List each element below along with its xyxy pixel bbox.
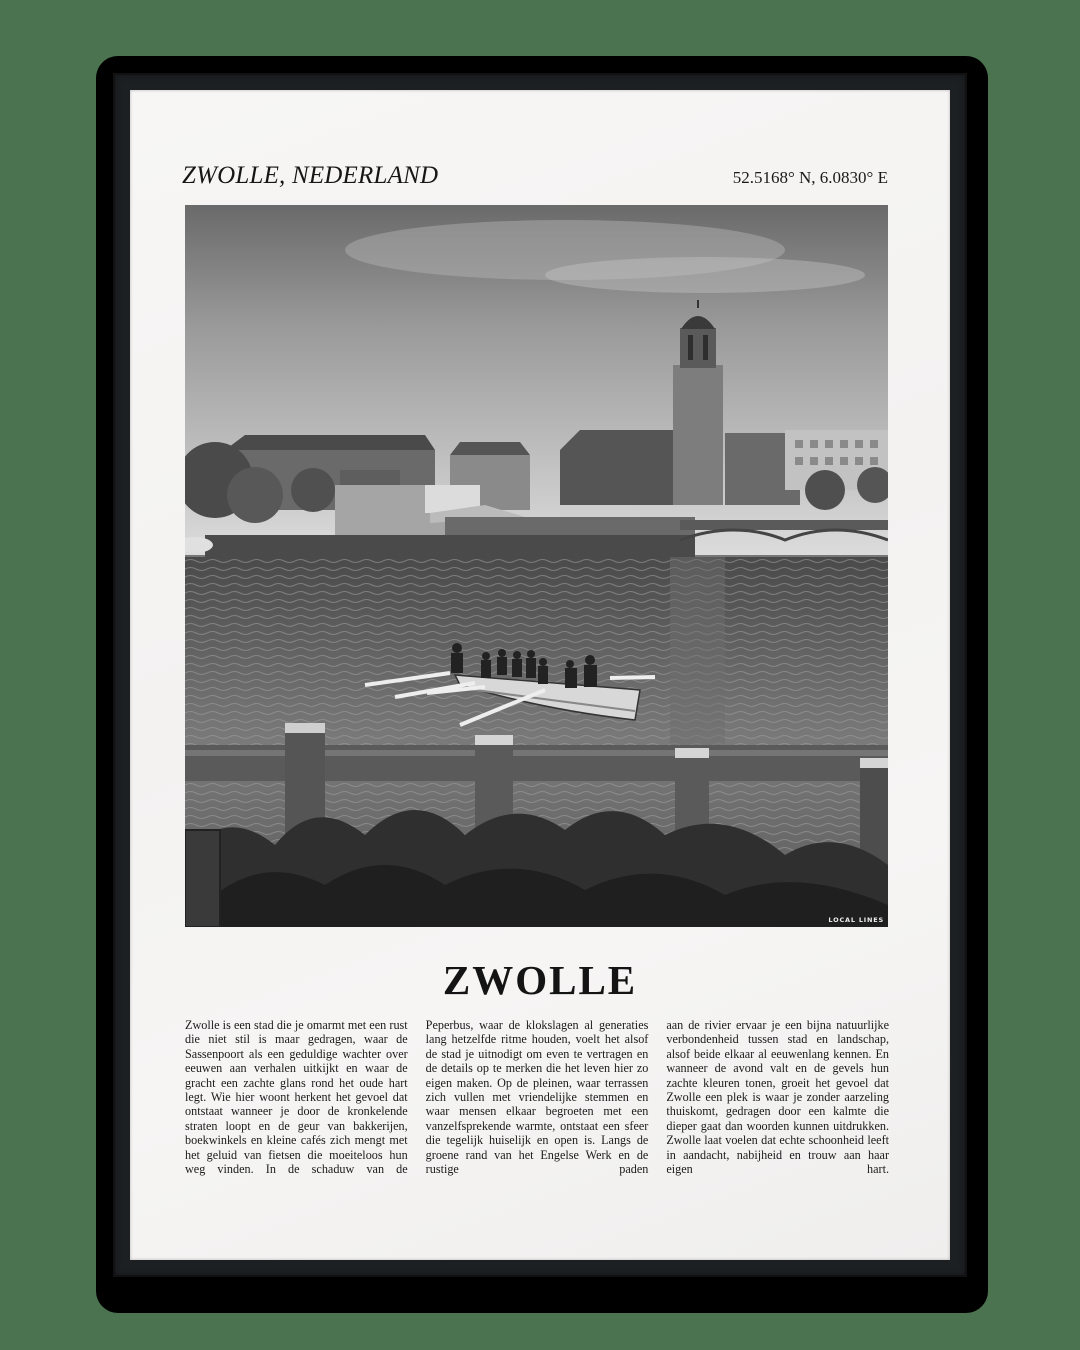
coordinates: 52.5168° N, 6.0830° E <box>732 168 888 187</box>
poster-paper <box>130 90 950 1260</box>
paragraph: aan de rivier ervaar je een bijna natuurlijke verbondenheid tussen stad en landschap, alsof beide elkaar al eeuwenlang kennen. En wanneer de avond valt en de gevels hun zachte kleuren tonen, groeit het gevoel dat Zwolle een plek is waar je zonder aarzeling thuiskomt, gedragen door een kalmte die dieper gaat dan woorden kunnen uitdrukken. Zwolle laat voelen dat echte schoonheid leeft in aandacht, nabijheid en trouw aan haar eigen hart. <box>666 1018 890 1177</box>
paragraph: Zwolle is een stad die je omarmt met een rust die niet stil is maar gedragen, waar de Sassenpoort als een geduldige wachter over eeuwen aan verhalen uitkijkt en waar de gracht een zachte glans rond het oude hart legt. Wie hier woont herkent het gevoel dat ontstaat wanneer je door de kronkelende straten loopt en de geur van bakkerijen, boekwinkels en kleine cafés zich mengt met het geluid van fietsen die moeiteloos hun weg vinden. In de schaduw van de <box>185 1018 408 1177</box>
paragraph: Peperbus, waar de klokslagen al generaties lang hetzelfde ritme houden, voelt het alsof de stad je uitnodigt om even te vertragen en de details op te merken die het leven hier zo eigen maken. Op de pleinen, waar terrassen zich vullen met vriendelijke stemmen en waar mensen elkaar begroeten met een vanzelfsprekende warmte, ontstaat een sfeer die tegelijk huiselijk en open is. Langs de groene rand van het Engelse Werk en de rustige paden <box>425 1018 649 1177</box>
text-column-3 <box>666 1018 889 1176</box>
text-column-1 <box>185 1018 408 1176</box>
city-photo <box>185 205 888 927</box>
photo-illustration <box>185 205 888 927</box>
text-column-2 <box>426 1018 649 1176</box>
city-title: ZWOLLE <box>442 957 638 1003</box>
location-title: ZWOLLE, NEDERLAND <box>182 162 439 189</box>
photo-credit: LOCAL LINES <box>828 916 884 924</box>
body-text <box>185 1018 889 1176</box>
